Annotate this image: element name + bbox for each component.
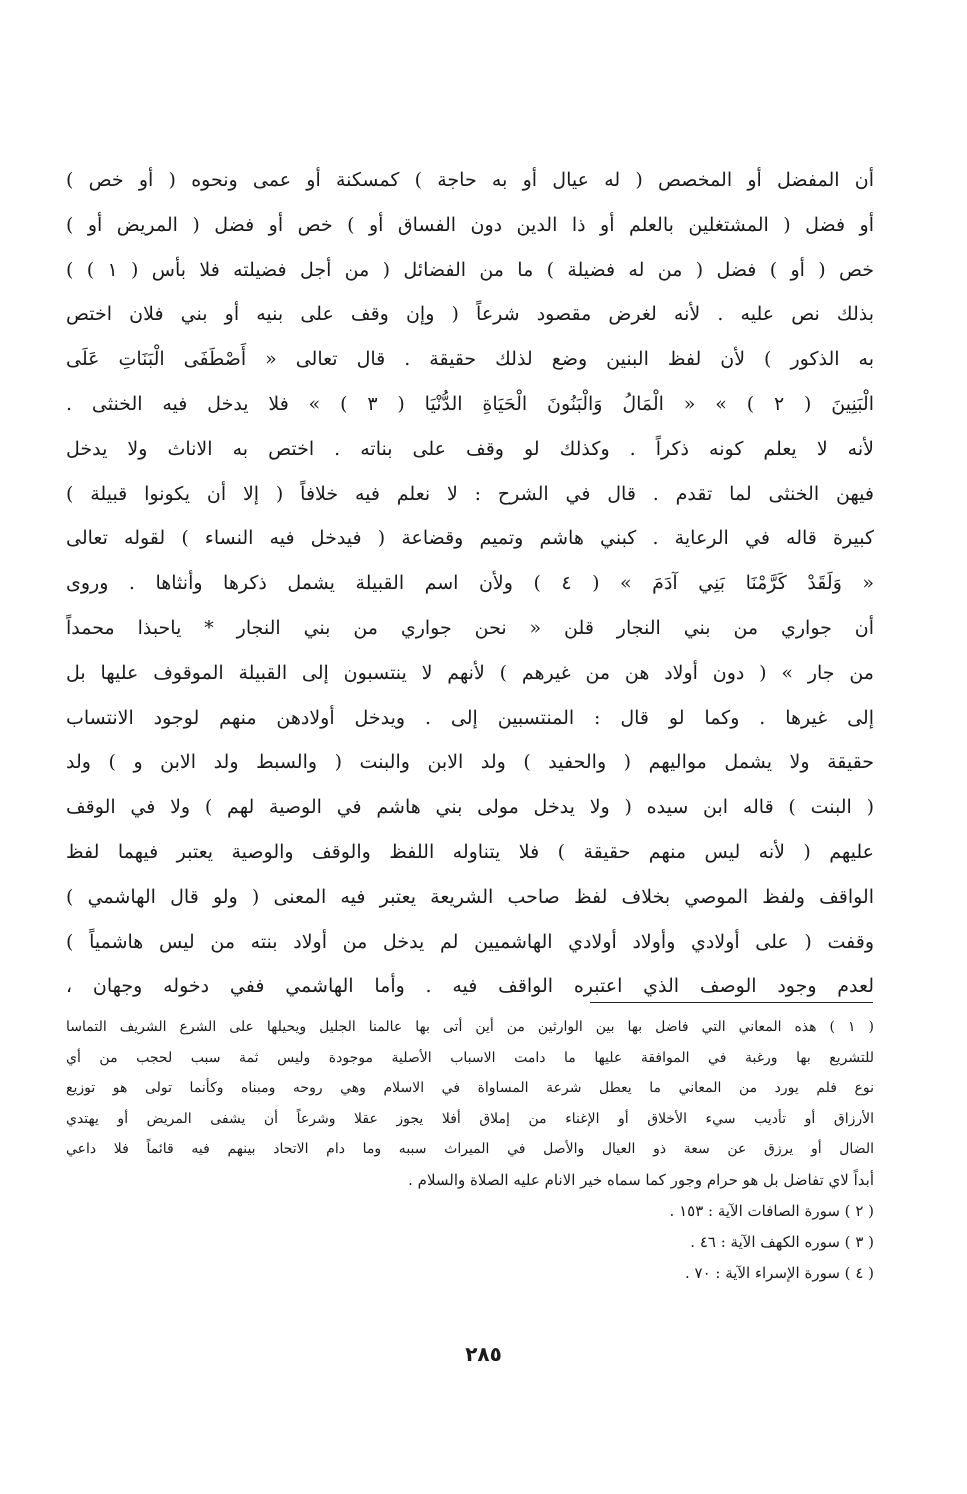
text-line: لعدم وجود الوصف الذي اعتبره الواقف فيه . وأما الهاشمي ففي دخوله وجهان ، [66, 975, 874, 998]
text-line: بذلك نص عليه . لأنه لغرض مقصود شرعاً ( وإن وقف على بنيه أو بني فلان اختص [66, 303, 874, 326]
text-line: « وَلَقَدْ كَرَّمْنَا بَنِي آدَمَ » ( ٤ ) ولأن اسم القبيلة يشمل ذكرها وأنثاها . وروى [66, 572, 874, 595]
text-line: كبيرة قاله في الرعاية . كبني هاشم وتميم وقضاعة ( فيدخل فيه النساء ) لقوله تعالى [66, 527, 874, 550]
text-line: به الذكور ) لأن لفظ البنين وضع لذلك حقيقة . قال تعالى « أَصْطَفَى الْبَنَاتِ عَلَى [66, 348, 874, 371]
main-text [66, 158, 874, 1009]
text-line: أن المفضل أو المخصص ( له عيال أو به حاجة ) كمسكنة أو عمى ونحوه ( أو خص ) [66, 169, 874, 191]
footnote-3: ( ٣ ) سوره الكهف الآية : ٤٦ . [690, 1232, 874, 1251]
text-line: الْبَنِينَ ( ٢ ) » « الْمَالُ وَالْبَنُونَ الْحَيَاةِ الدُّنْيَا ( ٣ ) » فلا يدخل فيه الخنثى . [66, 392, 874, 415]
footnote-line: ( ١ ) هذه المعاني التي فاضل بها بين الوارثين من أين أتى بها عالمنا الجليل ويحيلها على الشرع الشريف التماسا [66, 1019, 874, 1035]
footnote-4: ( ٤ ) سورة الإسراء الآية : ٧٠ . [684, 1263, 874, 1282]
footnote-line: أبداً لاي تفاضل بل هو حرام وجور كما سماه خير الانام عليه الصلاة والسلام . [408, 1170, 874, 1189]
text-line: من جار » ( دون أولاد هن من غيرهم ) لأنهم لا ينتسبون إلى القبيلة الموقوف عليها بل [66, 661, 874, 684]
text-line: ( البنت ) قاله ابن سيده ( ولا يدخل مولى بني هاشم في الوصية لهم ) ولا في الوقف [66, 796, 874, 819]
footnote-line: نوع فلم يورد من المعاني ما يعطل شرعة المساواة في الاسلام وهي روحه ومبناه وكأنما تولى هو توزيع [66, 1080, 874, 1096]
text-line: أن جواري من بني النجار قلن « نحن جواري من بني النجار * ياحبذا محمداً [66, 616, 874, 639]
footnote-line: الضال أو يرزق عن سعة ذو العيال والأصل في الميراث سببه وما دام الاتحاد بينهم فيه قائماً فلا داعي [66, 1141, 874, 1157]
footnote-line: للتشريع بها ورغبة في الموافقة عليها ما دامت الاسباب الأصلية موجودة وليس ثمة سبب لحجب من أي [66, 1049, 874, 1066]
footnotes [66, 1012, 874, 1289]
text-line: عليهم ( لأنه ليس منهم حقيقة ) فلا يتناوله اللفظ والوقف والوصية يعتبر فيهما لفظ [66, 840, 874, 863]
footnote-separator [590, 1002, 873, 1003]
text-line: إلى غيرها . وكما لو قال : المنتسبين إلى . ويدخل أولادهن منهم لوجود الانتساب [66, 706, 874, 729]
footnote-line: الأرزاق أو تأديب سيء الأخلاق أو الإغناء من إملاق أفلا يجوز عقلا وشرعاً أن يشفى المريض أو يهتدي [66, 1110, 874, 1127]
text-line: فيهن الخنثى لما تقدم . قال في الشرح : لا نعلم فيه خلافاً ( إلا أن يكونوا قبيلة ) [66, 482, 874, 505]
text-line: الواقف ولفظ الموصي بخلاف لفظ صاحب الشريعة يعتبر فيه المعنى ( ولو قال الهاشمي ) [66, 885, 874, 908]
text-line: خص ( أو ) فضل ( من له فضيلة ) ما من الفضائل ( من أجل فضيلته فلا بأس ( ١ ) ) [66, 258, 874, 281]
page-number: ٢٨٥ [465, 1342, 502, 1366]
text-line: أو فضل ( المشتغلين بالعلم أو ذا الدين دون الفساق أو ) خص أو فضل ( المريض أو ) [66, 213, 874, 236]
text-line: وقفت ( على أولادي وأولاد أولادي الهاشميين لم يدخل من أولاد بنته من ليس هاشمياً ) [66, 930, 874, 953]
footnote-2: ( ٢ ) سورة الصافات الآية : ١٥٣ . [669, 1201, 874, 1220]
text-line: حقيقة ولا يشمل مواليهم ( والحفيد ) ولد الابن والبنت ( والسبط ولد الابن و ) ولد [66, 751, 874, 774]
text-line: لأنه لا يعلم كونه ذكراً . وكذلك لو وقف على بناته . اختص به الاناث ولا يدخل [66, 437, 874, 460]
